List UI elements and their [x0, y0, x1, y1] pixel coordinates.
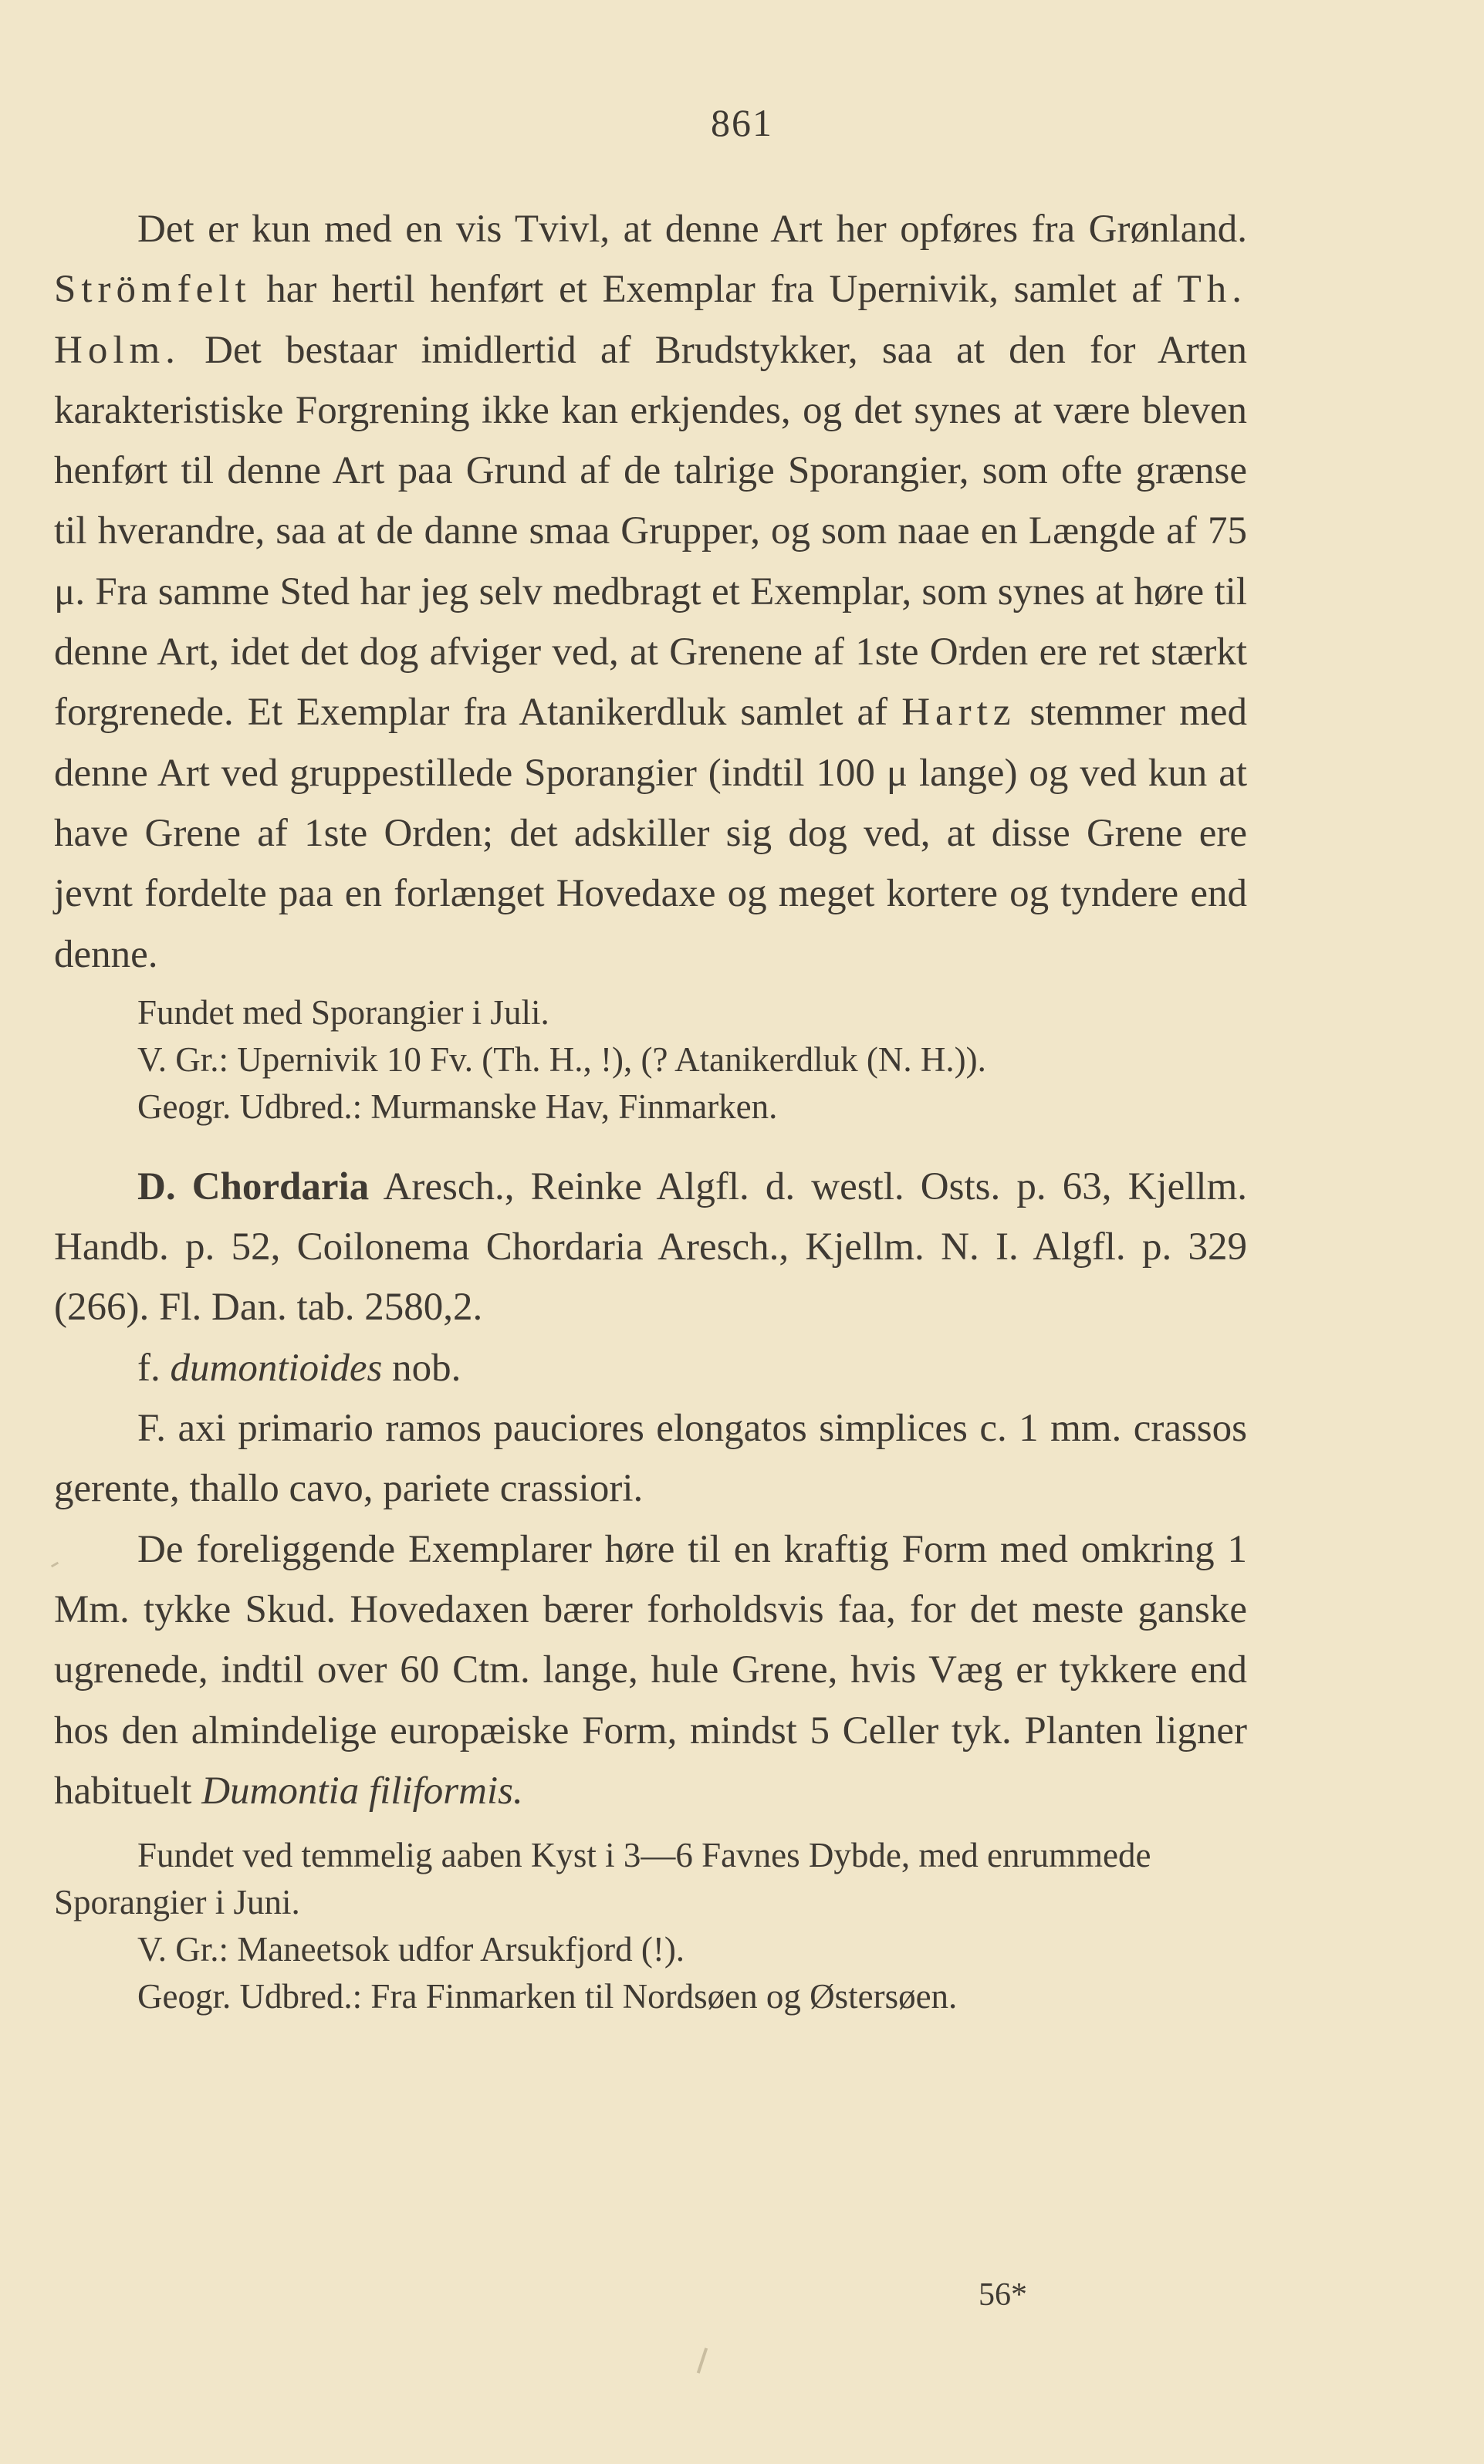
- section-label: D.: [137, 1164, 176, 1208]
- species-name: Dumontia filiformis.: [201, 1769, 523, 1813]
- found-note: Fundet ved temmelig aaben Kyst i 3—6 Favnes Dybde, med enrummede Sporangier i Juni.: [54, 1836, 1151, 1922]
- author-name: Strömfelt: [54, 268, 252, 312]
- form-suffix: nob.: [392, 1346, 461, 1390]
- latin-diagnosis: F. axi primario ramos pauciores elongatos simplices c. 1 mm. crassos gerente, thallo cavo, pariete crassiori.: [54, 1407, 1247, 1511]
- body-text: [54, 199, 1247, 2020]
- distribution-note: Geogr. Udbred.: Murmanske Hav, Finmarken.: [137, 1087, 778, 1126]
- distribution-note: Geogr. Udbred.: Fra Finmarken til Nordsøen og Østersøen.: [137, 1977, 958, 2016]
- form-epithet: dumontioides: [170, 1346, 383, 1390]
- locality-note: V. Gr.: Maneetsok udfor Arsukfjord (!).: [137, 1930, 685, 1969]
- paragraph-text: Det er kun med en vis Tvivl, at denne Art her opføres fra Grønland.: [137, 208, 1247, 251]
- author-name: Th. Holm.: [54, 268, 1248, 372]
- found-note: Fundet med Sporangier i Juli.: [137, 992, 549, 1032]
- paragraph-text: har hertil henført et Exemplar fra Upernivik, samlet af: [266, 268, 1163, 312]
- paragraph-discussion: [54, 199, 1247, 985]
- form-name: [54, 1338, 1247, 1398]
- form-prefix: f.: [137, 1346, 161, 1390]
- section-heading: [54, 1157, 1247, 1338]
- paragraph-text: stemmer med denne Art ved gruppestillede Sporangier (indtil 100 μ lange) og ved kun at have Grene af 1ste Orden; det adskiller sig dog ved, at disse Grene ere jevnt fordelte paa en forlænget Hovedaxe og meget kortere og tyndere end denne.: [54, 691, 1247, 976]
- stray-mark: [697, 2347, 708, 2374]
- description-text: De foreliggende Exemplarer høre til en kraftig Form med omkring 1 Mm. tykke Skud. Hovedaxen bærer forholdsvis faa, for det meste ganske ugrenede, indtil over 60 Ctm. lange, hule Grene, hvis Væg er tykkere end hos den almindelige europæiske Form, mindst 5 Celler tyk. Planten ligner habituelt: [54, 1527, 1247, 1813]
- author-name: Hartz: [901, 691, 1016, 735]
- paragraph-description: [54, 1519, 1247, 1821]
- citation-text: Aresch., Reinke Algfl. d. westl. Osts. p. 63, Kjellm. Handb. p. 52, Coilonema Chordaria Aresch., Kjellm. N. I. Algfl. p. 329 (266). Fl. Dan. tab. 2580,2.: [54, 1164, 1247, 1330]
- locality-note: V. Gr.: Upernivik 10 Fv. (Th. H., !), (? Atanikerdluk (N. H.)).: [137, 1039, 986, 1079]
- signature-mark: 56*: [979, 2277, 1027, 2313]
- genus-name: Chordaria: [191, 1164, 370, 1208]
- paragraph-text: Det bestaar imidlertid af Brudstykker, saa at den for Arten karakteristiske Forgrening ikke kan erkjendes, og det synes at være bleven henført til denne Art paa Grund af de talrige Sporangier, som ofte grænse til hverandre, saa at de danne smaa Grupper, og som naae en Længde af 75 μ. Fra samme Sted har jeg selv medbragt et Exemplar, som synes at høre til denne Art, idet det dog afviger ved, at Grenene af 1ste Orden ere ret stærkt forgrenede. Et Exemplar fra Atanikerdluk samlet af: [54, 328, 1248, 735]
- page-number: 861: [711, 101, 773, 144]
